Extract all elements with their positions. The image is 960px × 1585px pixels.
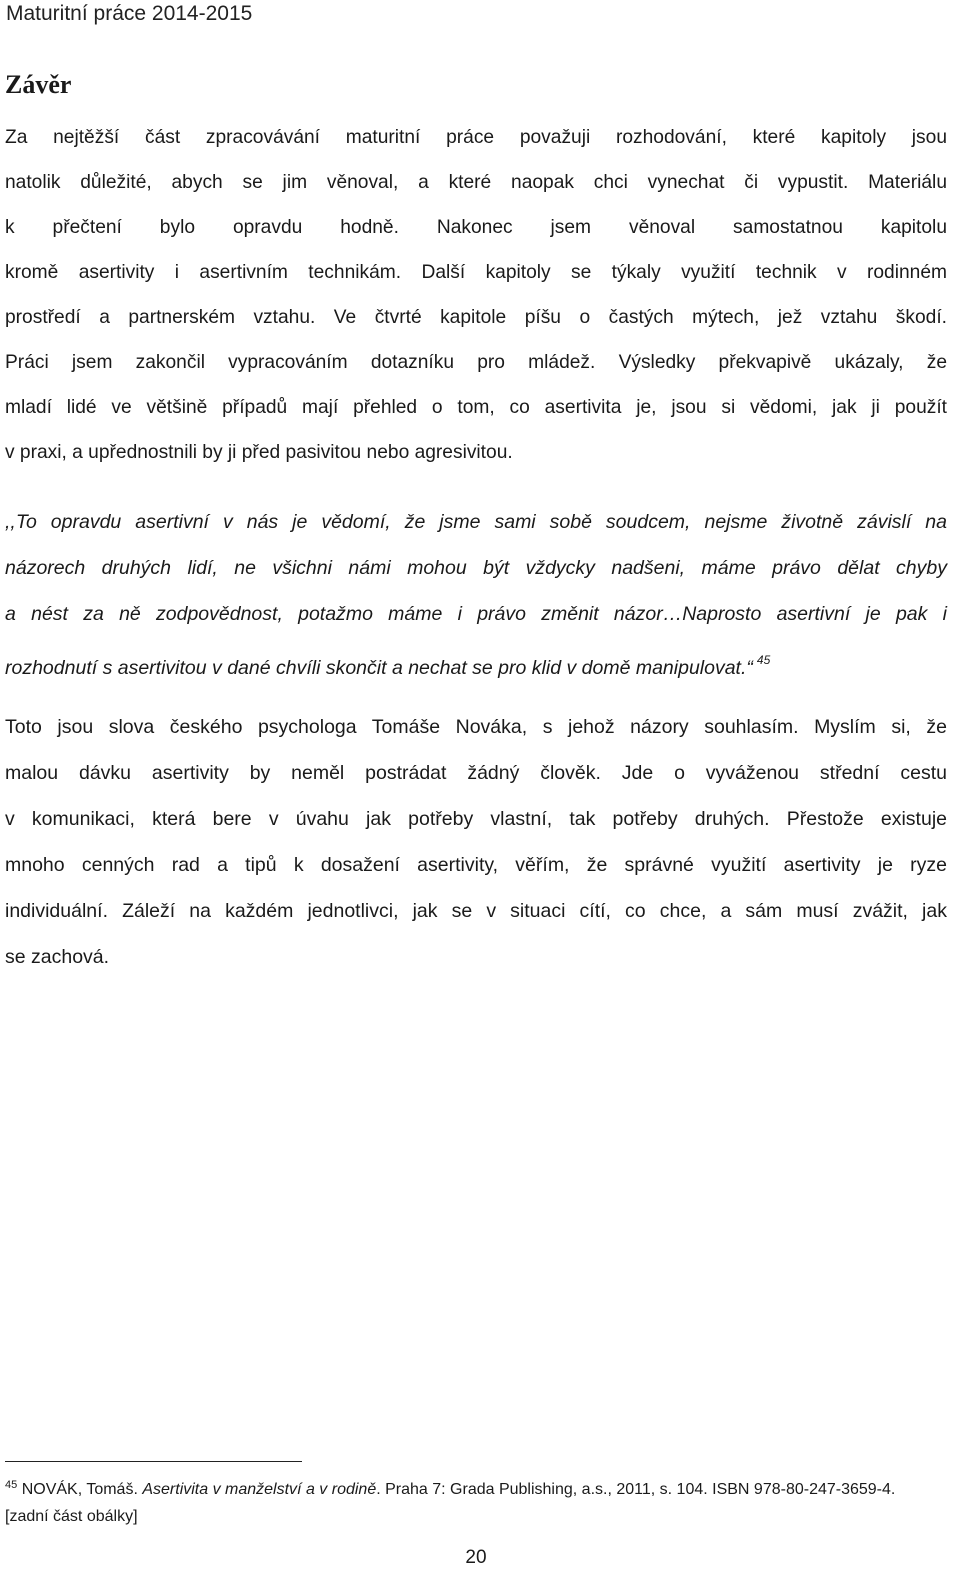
text-line: Toto jsou slova českého psychologa Tomáše Nováka, s jehož názory souhlasím. Myslím si, že bbox=[5, 716, 947, 738]
footnote-publication: . Praha 7: Grada Publishing, a.s., 2011, s. 104. ISBN 978-80-247-3659-4. [zadní část obálky] bbox=[5, 1481, 896, 1525]
quote-line: názorech druhých lidí, ne všichni námi mohou být vždycky nadšeni, máme právo dělat chyby bbox=[5, 557, 947, 579]
footnote-reference[interactable]: 45 bbox=[756, 653, 771, 667]
footnote-book-title: Asertivita v manželství a v rodině bbox=[142, 1481, 377, 1498]
text-line: mnoho cenných rad a tipů k dosažení asertivity, věřím, že správné využití asertivity je ryze bbox=[5, 854, 947, 876]
quotation bbox=[5, 508, 947, 692]
text-line: kromě asertivity i asertivním technikám. Další kapitoly se týkaly využití technik v rodinném bbox=[5, 262, 947, 283]
text-line: individuální. Záleží na každém jednotlivci, jak se v situaci cítí, co chce, a sám musí zvážit, jak bbox=[5, 900, 947, 922]
text-line: Za nejtěžší část zpracovávání maturitní práce považuji rozhodování, které kapitoly jsou bbox=[5, 127, 947, 148]
running-header: Maturitní práce 2014-2015 bbox=[6, 2, 253, 25]
footnote-separator bbox=[5, 1461, 302, 1462]
page-number: 20 bbox=[465, 1547, 487, 1568]
footnote-number: 45 bbox=[5, 1479, 18, 1491]
section-title: Závěr bbox=[5, 70, 72, 99]
text-line: v komunikaci, která bere v úvahu jak potřeby vlastní, tak potřeby druhých. Přestože existuje bbox=[5, 808, 947, 830]
text-line: mladí lidé ve většině případů mají přehled o tom, co asertivita je, jsou si vědomi, jak ji použít bbox=[5, 397, 947, 418]
paragraph-conclusion bbox=[5, 713, 947, 989]
text-line: Práci jsem zakončil vypracováním dotazníku pro mládež. Výsledky překvapivě ukázaly, že bbox=[5, 352, 947, 373]
quote-line: ,,To opravdu asertivní v nás je vědomí, že jsme sami sobě soudcem, nejsme životně závislí na bbox=[5, 511, 947, 533]
text-line: malou dávku asertivity by neměl postrádat žádný člověk. Jde o vyváženou střední cestu bbox=[5, 762, 947, 784]
quote-line: a nést za ně zodpovědnost, potažmo máme i právo změnit názor…Naprosto asertivní je pak i bbox=[5, 603, 947, 625]
text-line: natolik důležité, abych se jim věnoval, a které naopak chci vynechat či vypustit. Materiálu bbox=[5, 172, 947, 193]
footnote bbox=[5, 1472, 940, 1530]
text-line: se zachová. bbox=[5, 946, 110, 968]
text-line: prostředí a partnerském vztahu. Ve čtvrté kapitole píšu o častých mýtech, jež vztahu škodí. bbox=[5, 307, 947, 328]
footnote-author: NOVÁK, Tomáš. bbox=[21, 1481, 138, 1498]
quote-line bbox=[5, 646, 947, 692]
quote-line-text: rozhodnutí s asertivitou v dané chvíli skončit a nechat se pro klid v domě manipulovat.“ bbox=[5, 657, 753, 679]
text-line: v praxi, a upřednostnili by ji před pasivitou nebo agresivitou. bbox=[5, 442, 513, 463]
text-line: k přečtení bylo opravdu hodně. Nakonec jsem věnoval samostatnou kapitolu bbox=[5, 217, 947, 238]
paragraph-intro bbox=[5, 124, 947, 484]
